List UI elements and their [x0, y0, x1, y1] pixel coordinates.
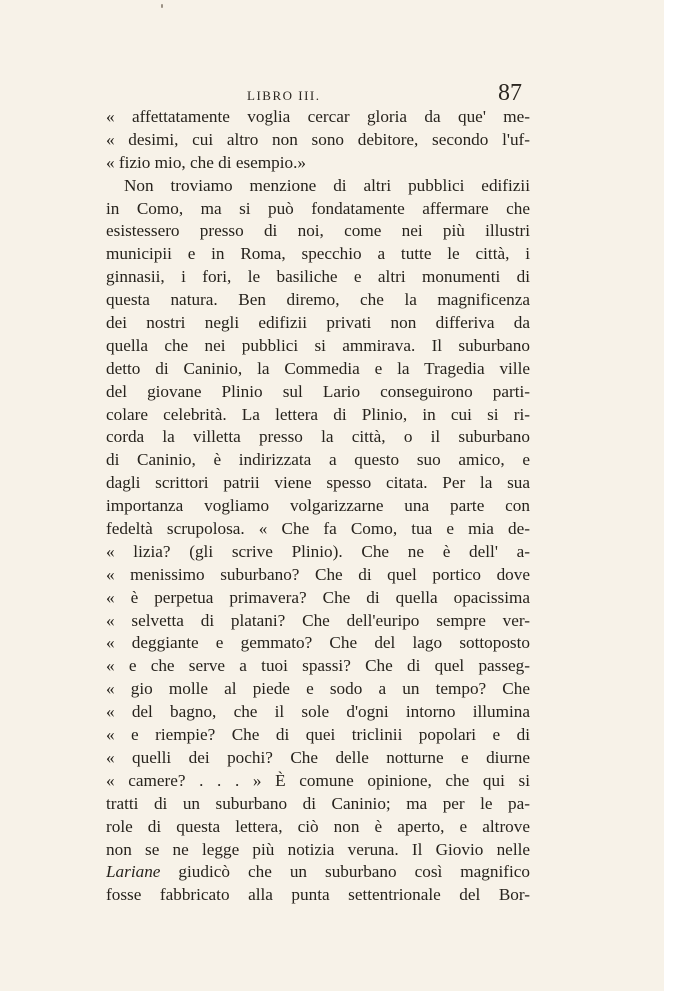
- text-line: non se ne legge più notizia veruna. Il Giovio nelle: [106, 839, 530, 859]
- text-line: esistessero presso di noi, come nei più illustri: [106, 221, 530, 241]
- page-number: 87: [498, 80, 522, 106]
- text-line: del giovane Plinio sul Lario conseguirono parti-: [106, 381, 530, 401]
- text-line-rest: giudicò che un suburbano così magnifico: [160, 862, 530, 882]
- text-line: « selvetta di platani? Che dell'euripo sempre ver-: [106, 610, 530, 630]
- text-line: « affettatamente voglia cercar gloria da que' me-: [106, 107, 530, 126]
- text-line: « menissimo suburbano? Che di quel portico dove: [106, 564, 530, 584]
- text-line: municipii e in Roma, specchio a tutte le città, i: [106, 244, 530, 264]
- text-line: « del bagno, che il sole d'ogni intorno illumina: [106, 702, 530, 722]
- text-line: « è perpetua primavera? Che di quella opacissima: [106, 587, 530, 607]
- text-line: colare celebrità. La lettera di Plinio, in cui si ri-: [106, 404, 530, 424]
- text-line: « e che serve a tuoi spassi? Che di quel passeg-: [106, 656, 530, 676]
- text-line: role di questa lettera, ciò non è aperto, e altrove: [106, 816, 530, 836]
- text-line: « gio molle al piede e sodo a un tempo? Che: [106, 679, 530, 699]
- text-line: « lizia? (gli scrive Plinio). Che ne è dell' a-: [106, 541, 530, 561]
- body-text: [106, 106, 530, 907]
- text-line: in Como, ma si può fondatamente affermare che: [106, 198, 530, 218]
- text-line: « quelli dei pochi? Che delle notturne e diurne: [106, 747, 530, 767]
- text-line: « camere? . . . » È comune opinione, che qui si: [106, 770, 530, 790]
- text-line: questa natura. Ben diremo, che la magnificenza: [106, 290, 530, 310]
- text-line: dei nostri negli edifizii privati non differiva da: [106, 313, 530, 333]
- page-speck: [161, 4, 163, 8]
- text-line: [106, 861, 530, 884]
- text-line: tratti di un suburbano di Caninio; ma per le pa-: [106, 793, 530, 813]
- text-line: « fizio mio, che di esempio.»: [106, 152, 306, 172]
- page-margin: [664, 0, 700, 991]
- italic-title: Lariane: [106, 862, 161, 882]
- text-line: fosse fabbricato alla punta settentrionale del Bor-: [106, 885, 530, 905]
- text-line: quella che nei pubblici si ammirava. Il suburbano: [106, 335, 530, 355]
- text-line: « e riempie? Che di quei triclinii popolari e di: [106, 725, 530, 745]
- text-line: fedeltà scrupolosa. « Che fa Como, tua e mia de-: [106, 519, 530, 539]
- text-line: « desimi, cui altro non sono debitore, secondo l'uf-: [106, 129, 530, 149]
- text-line: di Caninio, è indirizzata a questo suo amico, e: [106, 450, 530, 470]
- text-line: ginnasii, i fori, le basiliche e altri monumenti di: [106, 267, 530, 287]
- text-line: « deggiante e gemmato? Che del lago sottoposto: [106, 633, 530, 653]
- text-line: importanza vogliamo volgarizzarne una parte con: [106, 496, 530, 516]
- text-line: Non troviamo menzione di altri pubblici edifizii: [124, 175, 530, 195]
- running-title: LIBRO III.: [247, 88, 321, 103]
- text-line: dagli scrittori patrii viene spesso citata. Per la sua: [106, 473, 530, 493]
- text-line: detto di Caninio, la Commedia e la Tragedia ville: [106, 358, 530, 378]
- text-line: corda la villetta presso la città, o il suburbano: [106, 427, 530, 447]
